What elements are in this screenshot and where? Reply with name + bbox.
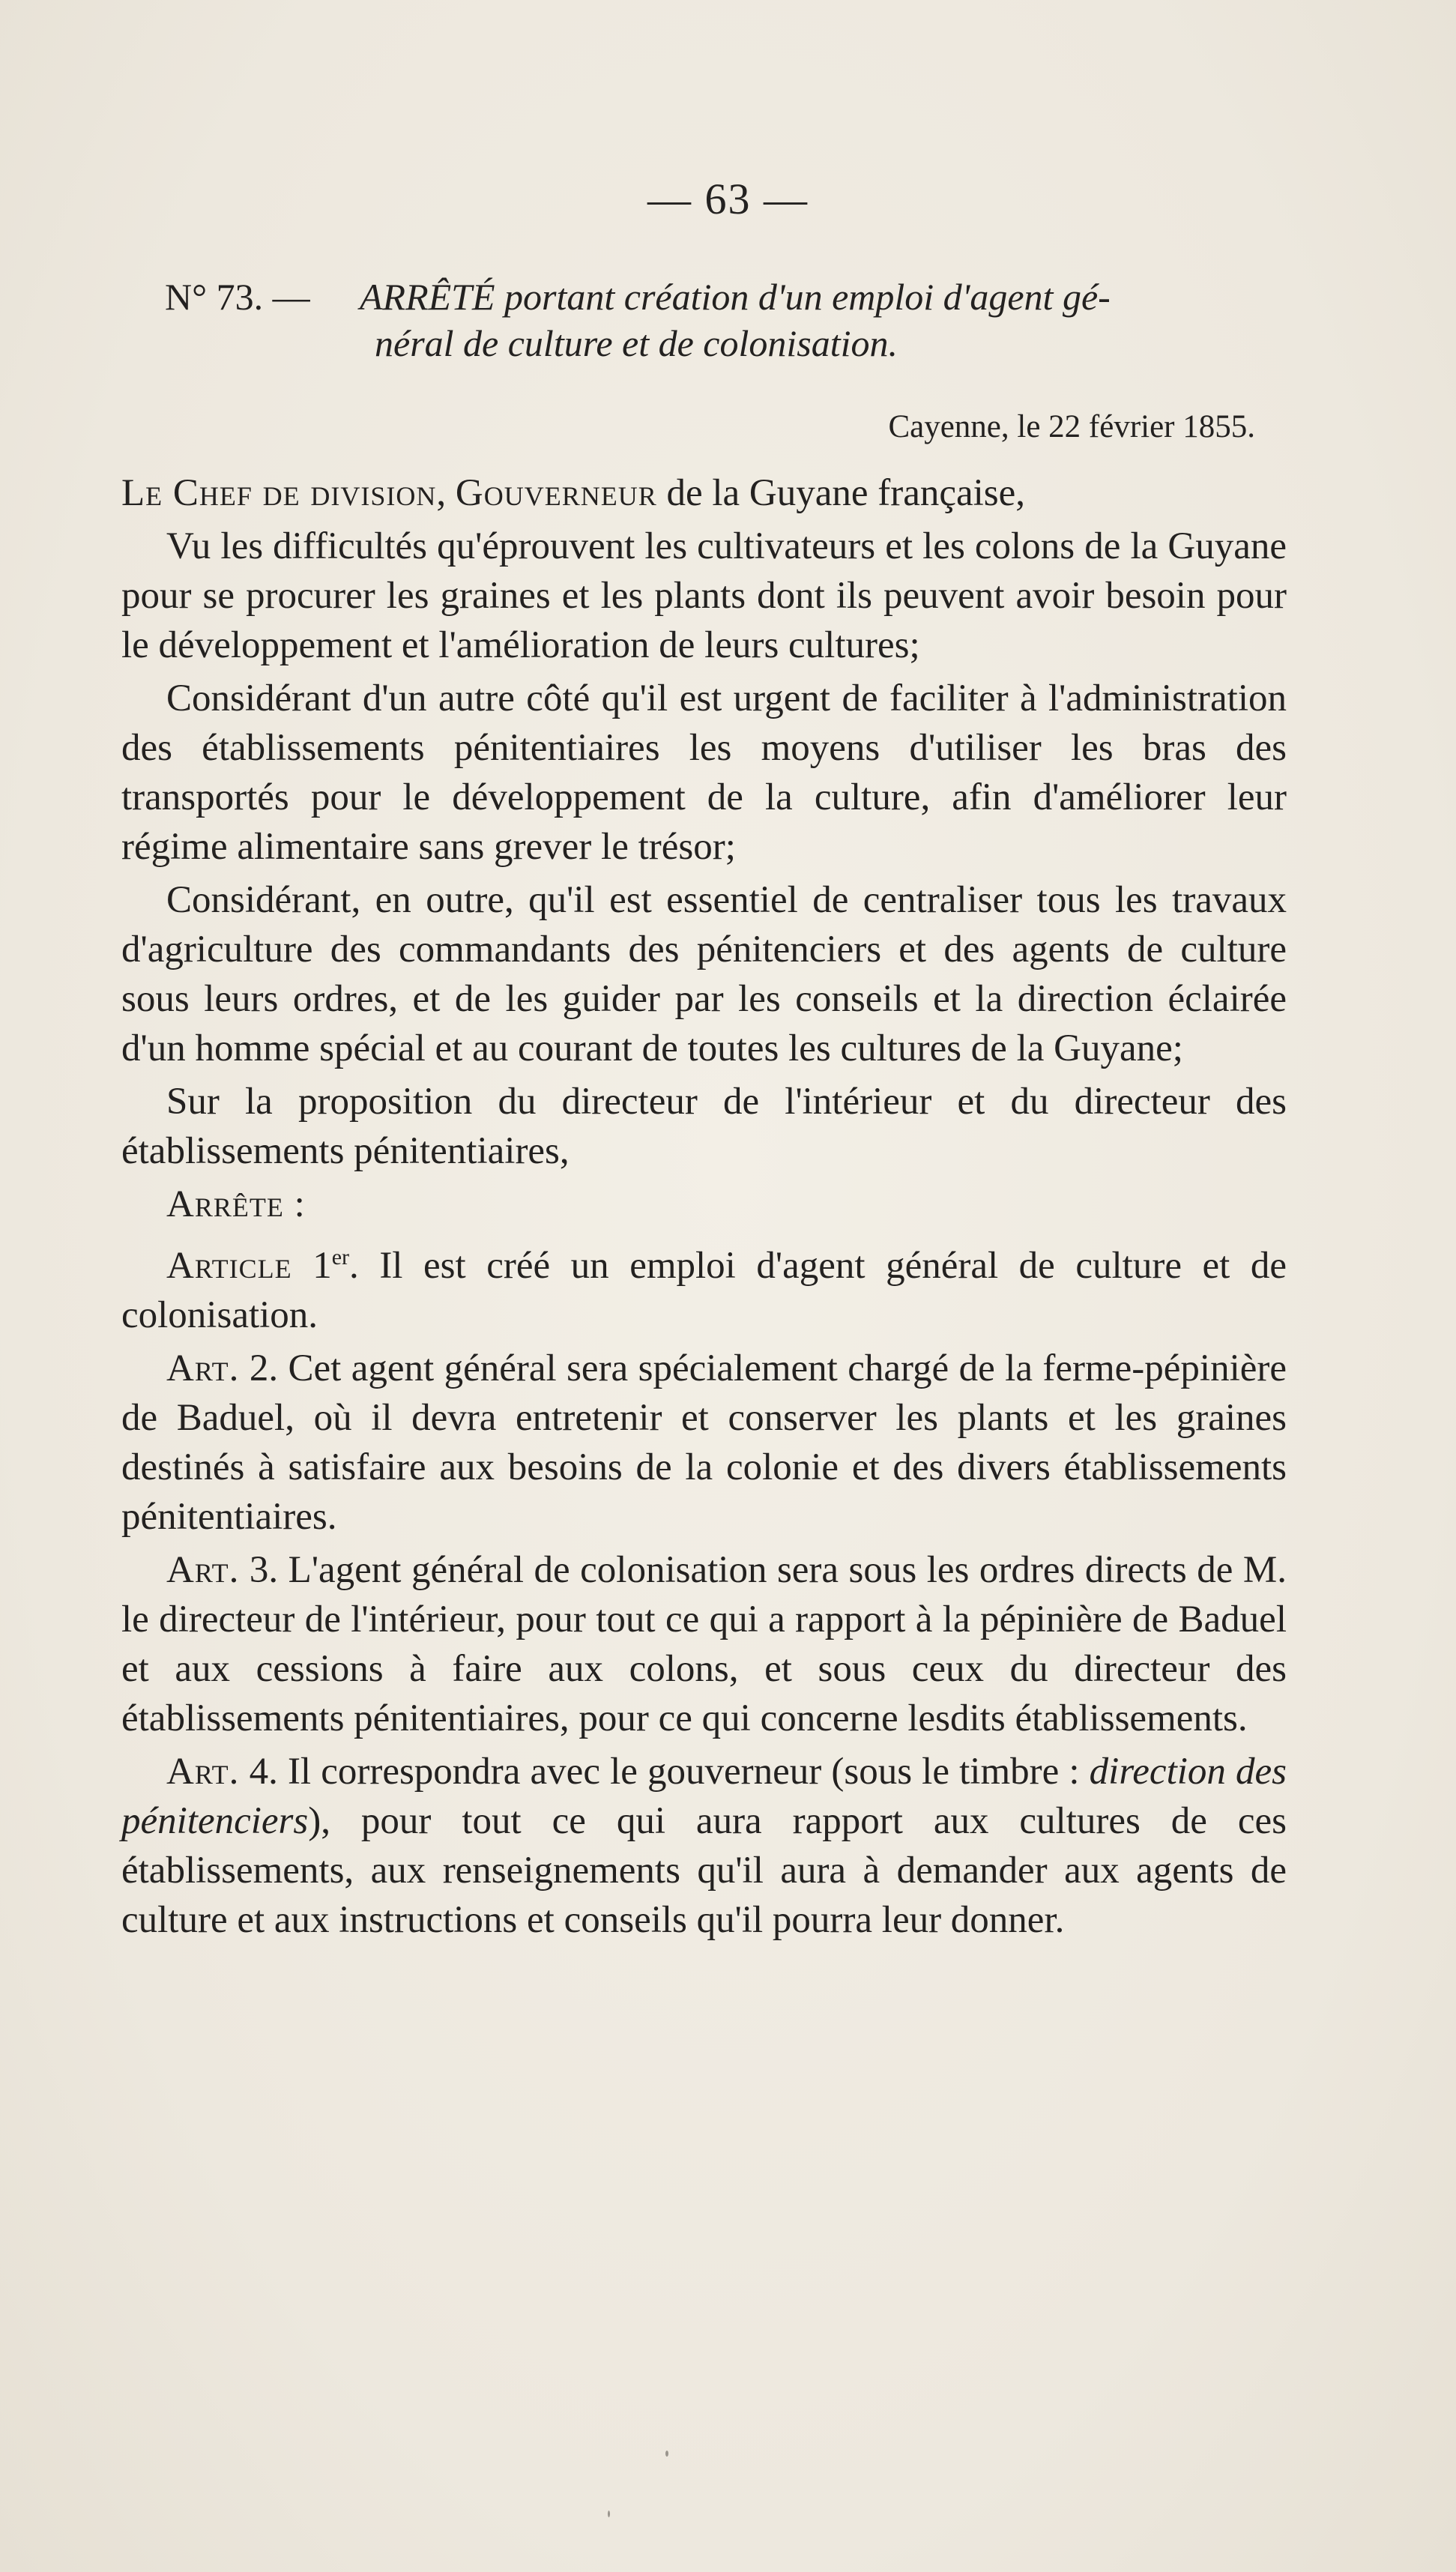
article-1-sup: er xyxy=(331,1245,350,1270)
page-number: — 63 — xyxy=(647,175,809,223)
article-4 xyxy=(121,1747,1287,1945)
document-number: N° 73. — xyxy=(165,276,310,318)
article-1-label: Article xyxy=(166,1245,292,1287)
article-2-text: . Cet agent général sera spécialement chargé de la ferme-pépinière de Baduel, où il devra entretenir et conserver les plants et les graines destinés à satisfaire aux besoins de la colonie et des divers établissements pénitentiaires. xyxy=(121,1347,1287,1538)
article-3-text: . L'agent général de colonisation sera sous les ordres directs de M. le directeur de l'intérieur, pour tout ce qui a rapport à la pépinière de Baduel et aux cessions à faire aux colons, et sous ceux du directeur des établissements pénitentiaires, pour ce qui concerne lesdits établissements. xyxy=(121,1549,1287,1739)
article-2 xyxy=(121,1344,1287,1542)
article-3-label: Art. xyxy=(166,1549,240,1591)
article-1 xyxy=(121,1233,1287,1340)
article-3-number: 3 xyxy=(249,1549,269,1591)
paper-speck xyxy=(665,2451,668,2457)
dateline: Cayenne, le 22 février 1855. xyxy=(888,409,1255,444)
preamble-authority xyxy=(121,468,1287,518)
authority-territory: de la Guyane française, xyxy=(656,472,1026,514)
authority-office: Gouverneur xyxy=(455,472,657,514)
article-1-number: 1 xyxy=(312,1245,332,1287)
article-4-number: 4 xyxy=(249,1751,269,1793)
document-heading xyxy=(165,274,1304,366)
article-1-text: . Il est créé un emploi d'agent général de culture et de colonisation. xyxy=(121,1245,1287,1336)
heading-title-line2: néral de culture et de colonisation. xyxy=(375,322,898,364)
document-body xyxy=(121,468,1287,1948)
article-4-text-b: ), pour tout ce qui aura rapport aux cultures de ces établissements, aux renseignements qu'il aura à demander aux agents de culture et aux instructions et conseils qu'il pourra leur donner. xyxy=(121,1800,1287,1941)
authority-separator: , xyxy=(436,472,456,514)
preamble-considerant-2: Considérant, en outre, qu'il est essentiel de centraliser tous les travaux d'agriculture des commandants des pénitenciers et des agents de culture sous leurs ordres, et de les guider par les conseils et la direction éclairée d'un homme spécial et au courant de toutes les cultures de la Guyane; xyxy=(121,879,1287,1069)
article-2-label: Art. xyxy=(166,1347,240,1389)
authority-title: Le Chef de division xyxy=(121,472,437,514)
article-3 xyxy=(121,1545,1287,1743)
preamble-considerant-1: Considérant d'un autre côté qu'il est urgent de faciliter à l'administration des établissements pénitentiaires les moyens d'utiliser les bras des transportés pour le développement de la culture, afin d'améliorer leur régime alimentaire sans grever le trésor; xyxy=(121,677,1287,868)
arrete-heading: Arrête : xyxy=(166,1183,306,1225)
preamble-vu: Vu les difficultés qu'éprouvent les cultivateurs et les colons de la Guyane pour se procurer les graines et les plants dont ils peuvent avoir besoin pour le développement et l'amélioration de leurs cultures; xyxy=(121,525,1287,666)
article-2-number: 2 xyxy=(249,1347,269,1389)
article-4-text-a: . Il correspondra avec le gouverneur (sous le timbre : xyxy=(268,1751,1090,1793)
preamble-proposition: Sur la proposition du directeur de l'intérieur et du directeur des établissements pénitentiaires, xyxy=(121,1081,1287,1172)
heading-title-line1: ARRÊTÉ portant création d'un emploi d'agent gé- xyxy=(360,276,1111,318)
article-4-label: Art. xyxy=(166,1751,240,1793)
article-4-text-italic: direction des pénitenciers xyxy=(121,1751,1287,1842)
paper-speck xyxy=(608,2511,610,2517)
